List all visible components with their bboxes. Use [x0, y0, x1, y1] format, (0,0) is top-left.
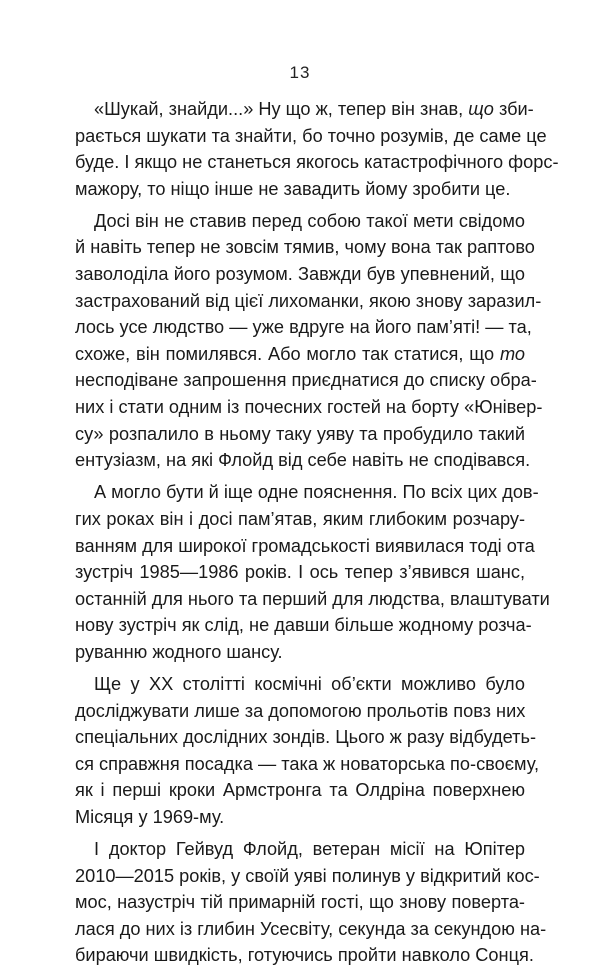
body-text: [75, 96, 559, 975]
paragraph: [75, 671, 540, 831]
text-line: А могло бути й іще одне пояснення. По всіх цих дов-: [94, 482, 539, 503]
italic-emphasis: то: [499, 343, 525, 364]
page-number: 13: [289, 63, 311, 82]
paragraph: [75, 836, 547, 969]
text-line: су» розпалило в ньому таку уяву та пробудило такий: [75, 423, 525, 444]
paragraph: [75, 479, 550, 665]
text-line: Місяця у 1969-му.: [75, 806, 225, 827]
text-line: бираючи швидкість, готуючись пройти навколо Сонця.: [75, 945, 534, 966]
text-line: руванню жодного шансу.: [75, 641, 283, 662]
italic-emphasis: що: [468, 99, 494, 119]
text-line: мажору, то ніщо інше не завадить йому зробити це.: [75, 178, 511, 199]
paragraph: [75, 208, 543, 474]
text-line: спеціальних дослідних зондів. Цього ж разу відбудеть-: [75, 727, 536, 748]
text-line: несподіване запрошення приєднатися до списку обра-: [75, 370, 537, 391]
text-line: мос, назустріч тій примарній гості, що знову поверта-: [75, 892, 525, 913]
text-line: 2010—2015 років, у своїй уяві полинув у відкритий кос-: [75, 865, 540, 886]
text-line: зустріч 1985—1986 років. І ось тепер з’явився шанс,: [75, 562, 525, 583]
text-line: гих роках він і досі пам’ятав, яким глибоким розчару-: [75, 508, 525, 529]
text-line: ентузіазм, на які Флойд від себе навіть не сподівався.: [75, 450, 531, 471]
text-line: застрахований від цієї лихоманки, якою знову заразил-: [75, 290, 542, 311]
text-line: лася до них із глибин Усесвіту, секунда за секундою на-: [75, 918, 547, 939]
text-line: заволоділа його розумом. Завжди був упевнений, що: [75, 264, 525, 285]
text-line: як і перші кроки Армстронга та Олдріна поверхнею: [75, 780, 525, 801]
text-line: Ще у ХХ столітті космічні об’єкти можливо було: [94, 673, 525, 694]
text-line: лось усе людство — уже вдруге на його пам’яті! — та,: [75, 317, 532, 338]
text-line: ванням для широкої громадськості виявилася тоді ота: [75, 535, 535, 556]
text-line: нову зустріч як слід, не давши більше жодному розча-: [75, 615, 532, 636]
text-line: ся справжня посадка — така ж новаторська по-своєму,: [75, 753, 540, 774]
text-line: «Шукай, знайди...» Ну що ж, тепер він знав, що зби-: [94, 99, 534, 119]
text-line: досліджувати лише за допомогою прольотів повз них: [75, 700, 526, 721]
text-line: буде. І якщо не станеться якогось катастрофічного форс-: [75, 152, 559, 173]
text-line: останній для нього та перший для людства, влаштувати: [75, 588, 550, 609]
text-line: рається шукати та знайти, бо точно розумів, де саме це: [75, 125, 547, 146]
text-line: й навіть тепер не зовсім тямив, чому вона так раптово: [75, 237, 535, 258]
paragraph: [75, 96, 559, 202]
text-line: Досі він не ставив перед собою такої мети свідомо: [94, 210, 525, 231]
text-line: них і стати одним із почесних гостей на борту «Юнівер-: [75, 397, 543, 418]
text-line: схоже, він помилявся. Або могло так статися, що то: [75, 343, 525, 364]
text-line: І доктор Гейвуд Флойд, ветеран місії на Юпітер: [94, 839, 525, 860]
